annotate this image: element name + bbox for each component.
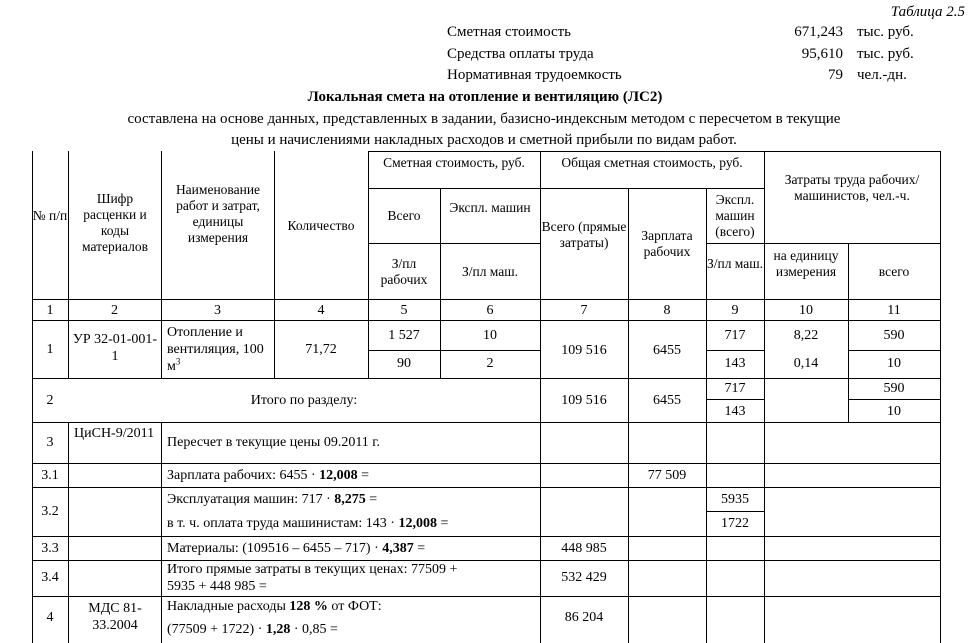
header-overall-group: Общая сметная стоимость, руб. (561, 155, 743, 170)
summary-label: Средства оплаты труда (447, 46, 594, 62)
row-num: 3.4 (41, 570, 59, 585)
row-per-unit: 8,22 (793, 328, 819, 343)
row-overall: 86 204 (564, 610, 604, 625)
page-subtitle: цены и начислениями накладных расходов и сметной прибыли по видам работ. (231, 132, 737, 148)
row-code: ЦиСН-9/2011 (74, 426, 155, 441)
row-code: УР 32-01-001-1 (72, 332, 158, 364)
column-number: 6 (486, 303, 494, 318)
row-workers-wage: 77 509 (647, 468, 687, 483)
row-overall: 109 516 (561, 343, 607, 358)
column-number: 7 (580, 303, 588, 318)
row-code: МДС 81-33.2004 (88, 601, 142, 633)
row-overall: 532 429 (561, 570, 607, 585)
summary-unit: чел.-дн. (857, 67, 907, 83)
column-number: 8 (663, 303, 671, 318)
column-number: 10 (799, 303, 813, 318)
row-num: 3.1 (41, 468, 59, 483)
column-number: 11 (887, 303, 901, 318)
summary-label: Нормативная трудоемкость (447, 67, 622, 83)
row-mach-all: 5935 (721, 492, 749, 507)
summary-unit: тыс. руб. (857, 24, 914, 40)
row-name: Пересчет в текущие цены 09.2011 г. (167, 435, 380, 450)
header-labor-total: всего (878, 264, 910, 279)
row-name: Эксплуатация машин: 717 · 8,275 = (167, 492, 378, 507)
row-name: 5935 + 448 985 = (167, 579, 267, 594)
column-number: 1 (46, 303, 54, 318)
header-machines: Экспл. машин (449, 200, 531, 215)
row-name: (77509 + 1722) · 1,28 · 0,85 = (167, 622, 338, 637)
row-labor-total: 10 (887, 404, 901, 419)
row-mach-wage: 143 (724, 404, 746, 419)
header-qty: Количество (287, 218, 355, 233)
page-title: Локальная смета на отопление и вентиляцию (ЛС2) (307, 89, 663, 105)
row-num: 3.2 (41, 504, 59, 519)
header-mach-wage: З/пл маш. (706, 256, 764, 271)
row-workers-wage: 6455 (653, 393, 681, 408)
row-wage-mach: 2 (486, 356, 494, 371)
header-name: Наименование работ и затрат, единицы измерения (175, 182, 261, 245)
summary-label: Сметная стоимость (447, 24, 572, 40)
column-number: 2 (111, 303, 118, 318)
row-name: Накладные расходы 128 % от ФОТ: (167, 599, 382, 614)
header-overall-total: Всего (прямые затраты) (541, 219, 627, 250)
row-num: 3 (46, 435, 54, 450)
row-per-unit: 0,14 (793, 356, 819, 371)
row-name: Материалы: (109516 – 6455 – 717) · 4,387 = (167, 541, 426, 556)
header-per-unit: на единицу измерения (773, 248, 839, 279)
row-labor-total: 10 (887, 356, 901, 371)
row-qty: 71,72 (305, 342, 337, 357)
header-workers-wage: Зарплата рабочих (641, 228, 693, 259)
column-number: 5 (400, 303, 408, 318)
header-total: Всего (387, 208, 421, 223)
row-mach-all: 717 (724, 381, 746, 396)
row-num: 2 (46, 393, 54, 408)
page-subtitle: составлена на основе данных, представленных в задании, базисно-индексным методом с пересчетом в текущие (127, 111, 841, 127)
row-name: Зарплата рабочих: 6455 · 12,008 = (167, 468, 370, 483)
row-num: 3.3 (41, 541, 59, 556)
row-overall: 109 516 (561, 393, 607, 408)
row-overall: 448 985 (561, 541, 607, 556)
header-labor-group: Затраты труда рабочих/машинистов, чел.-ч. (784, 172, 920, 203)
row-mach-all: 717 (724, 328, 746, 343)
header-wage-mach: З/пл маш. (461, 264, 519, 279)
row-num: 1 (46, 342, 54, 357)
row-name: Итого прямые затраты в текущих ценах: 77509 + (167, 562, 458, 577)
row-num: 4 (46, 610, 54, 625)
row-name: Отопление и вентиляция, 100 $м^3$ (167, 325, 264, 374)
summary-value: 79 (828, 67, 843, 83)
row-name: Итого по разделу: (250, 393, 358, 408)
header-cost-group: Сметная стоимость, руб. (383, 155, 525, 170)
row-total: 1 527 (388, 328, 420, 343)
header-num: № п/п (32, 208, 68, 223)
row-mach-wage: 1722 (721, 516, 749, 531)
summary-unit: тыс. руб. (857, 46, 914, 62)
row-machines: 10 (483, 328, 497, 343)
header-code: Шифр расценки и коды материалов (82, 191, 148, 254)
row-workers-wage: 6455 (653, 343, 681, 358)
column-number: 3 (214, 303, 221, 318)
row-name: в т. ч. оплата труда машинистам: 143 · 12,008 = (167, 516, 449, 531)
table-label: Таблица 2.5 (890, 4, 965, 20)
row-wage: 90 (397, 356, 411, 371)
summary-value: 95,610 (801, 46, 843, 62)
header-wage: З/пл рабочих (380, 256, 428, 287)
row-labor-total: 590 (883, 381, 905, 396)
row-mach-wage: 143 (724, 356, 746, 371)
column-number: 9 (731, 303, 739, 318)
summary-value: 671,243 (794, 24, 843, 40)
column-number: 4 (317, 303, 325, 318)
header-mach-all: Экспл. машин (всего) (715, 192, 755, 239)
row-labor-total: 590 (883, 328, 905, 343)
